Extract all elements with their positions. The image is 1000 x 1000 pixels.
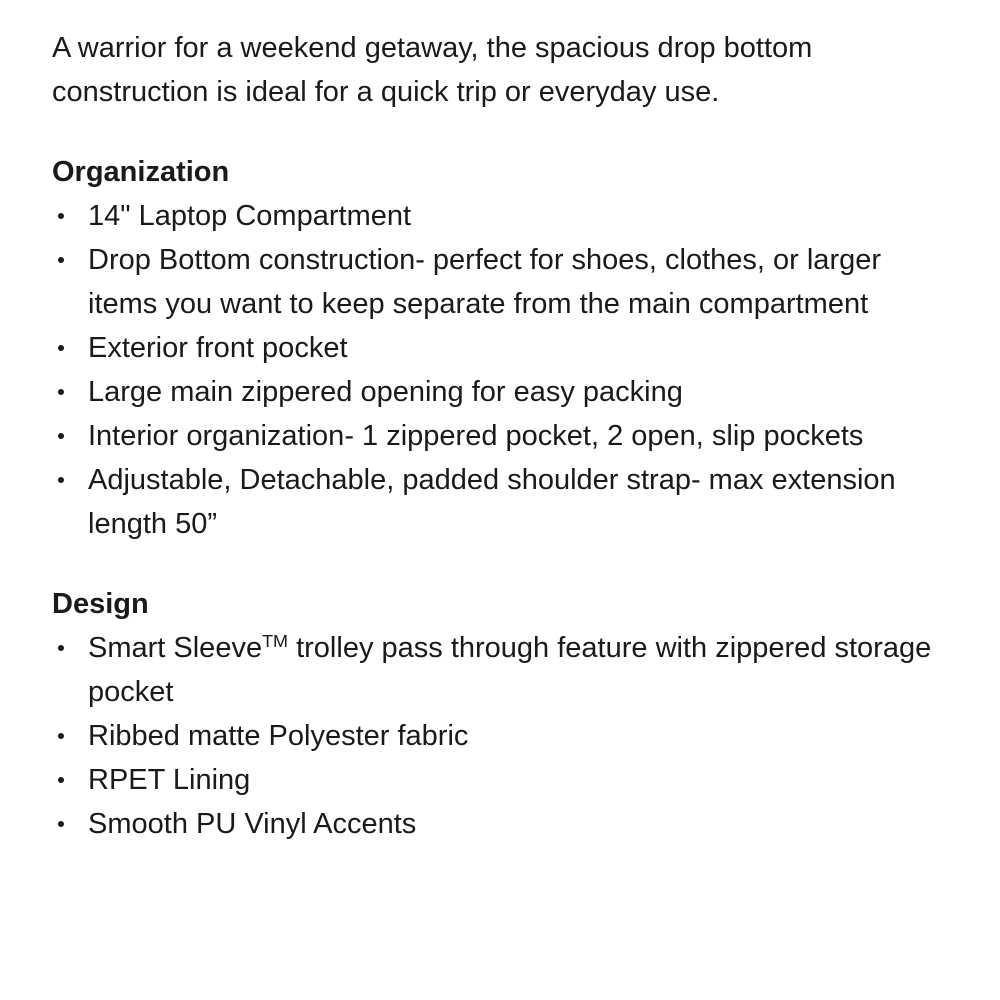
smart-sleeve-text: Smart Sleeve xyxy=(88,632,263,664)
list-item xyxy=(52,414,952,458)
list-item-text: 14" Laptop Compartment xyxy=(88,200,412,232)
bullet-icon xyxy=(58,821,64,827)
list-item-text xyxy=(88,632,931,708)
list-item xyxy=(52,458,952,546)
bullet-icon xyxy=(58,477,64,483)
product-description xyxy=(52,26,952,846)
list-item xyxy=(52,714,952,758)
bullet-icon xyxy=(58,733,64,739)
bullet-icon xyxy=(58,389,64,395)
organization-list xyxy=(52,194,952,546)
intro-paragraph: A warrior for a weekend getaway, the spacious drop bottom construction is ideal for a quick trip or everyday use. xyxy=(52,32,813,108)
list-item-text: Exterior front pocket xyxy=(88,332,348,364)
bullet-icon xyxy=(58,645,64,651)
list-item xyxy=(52,626,952,714)
smart-sleeve-desc: trolley pass through feature with zippered storage pocket xyxy=(88,632,932,708)
bullet-icon xyxy=(58,433,64,439)
organization-heading: Organization xyxy=(52,156,230,188)
list-item-text: Interior organization- 1 zippered pocket, 2 open, slip pockets xyxy=(88,420,864,452)
bullet-icon xyxy=(58,345,64,351)
list-item-text: Ribbed matte Polyester fabric xyxy=(88,720,469,752)
bullet-icon xyxy=(58,257,64,263)
list-item xyxy=(52,758,952,802)
list-item-text: Adjustable, Detachable, padded shoulder strap- max extension length 50” xyxy=(88,464,896,540)
list-item xyxy=(52,326,952,370)
list-item-text: Large main zippered opening for easy packing xyxy=(88,376,683,408)
list-item xyxy=(52,238,952,326)
list-item xyxy=(52,194,952,238)
list-item-text: Drop Bottom construction- perfect for shoes, clothes, or larger items you want to keep separate from the main compartment xyxy=(88,244,882,320)
design-list xyxy=(52,626,952,846)
list-item xyxy=(52,370,952,414)
list-item-text: Smooth PU Vinyl Accents xyxy=(88,808,417,840)
list-item-text: RPET Lining xyxy=(88,764,251,796)
bullet-icon xyxy=(58,213,64,219)
bullet-icon xyxy=(58,777,64,783)
list-item xyxy=(52,802,952,846)
design-heading: Design xyxy=(52,588,149,620)
trademark-mark: TM xyxy=(262,631,289,652)
